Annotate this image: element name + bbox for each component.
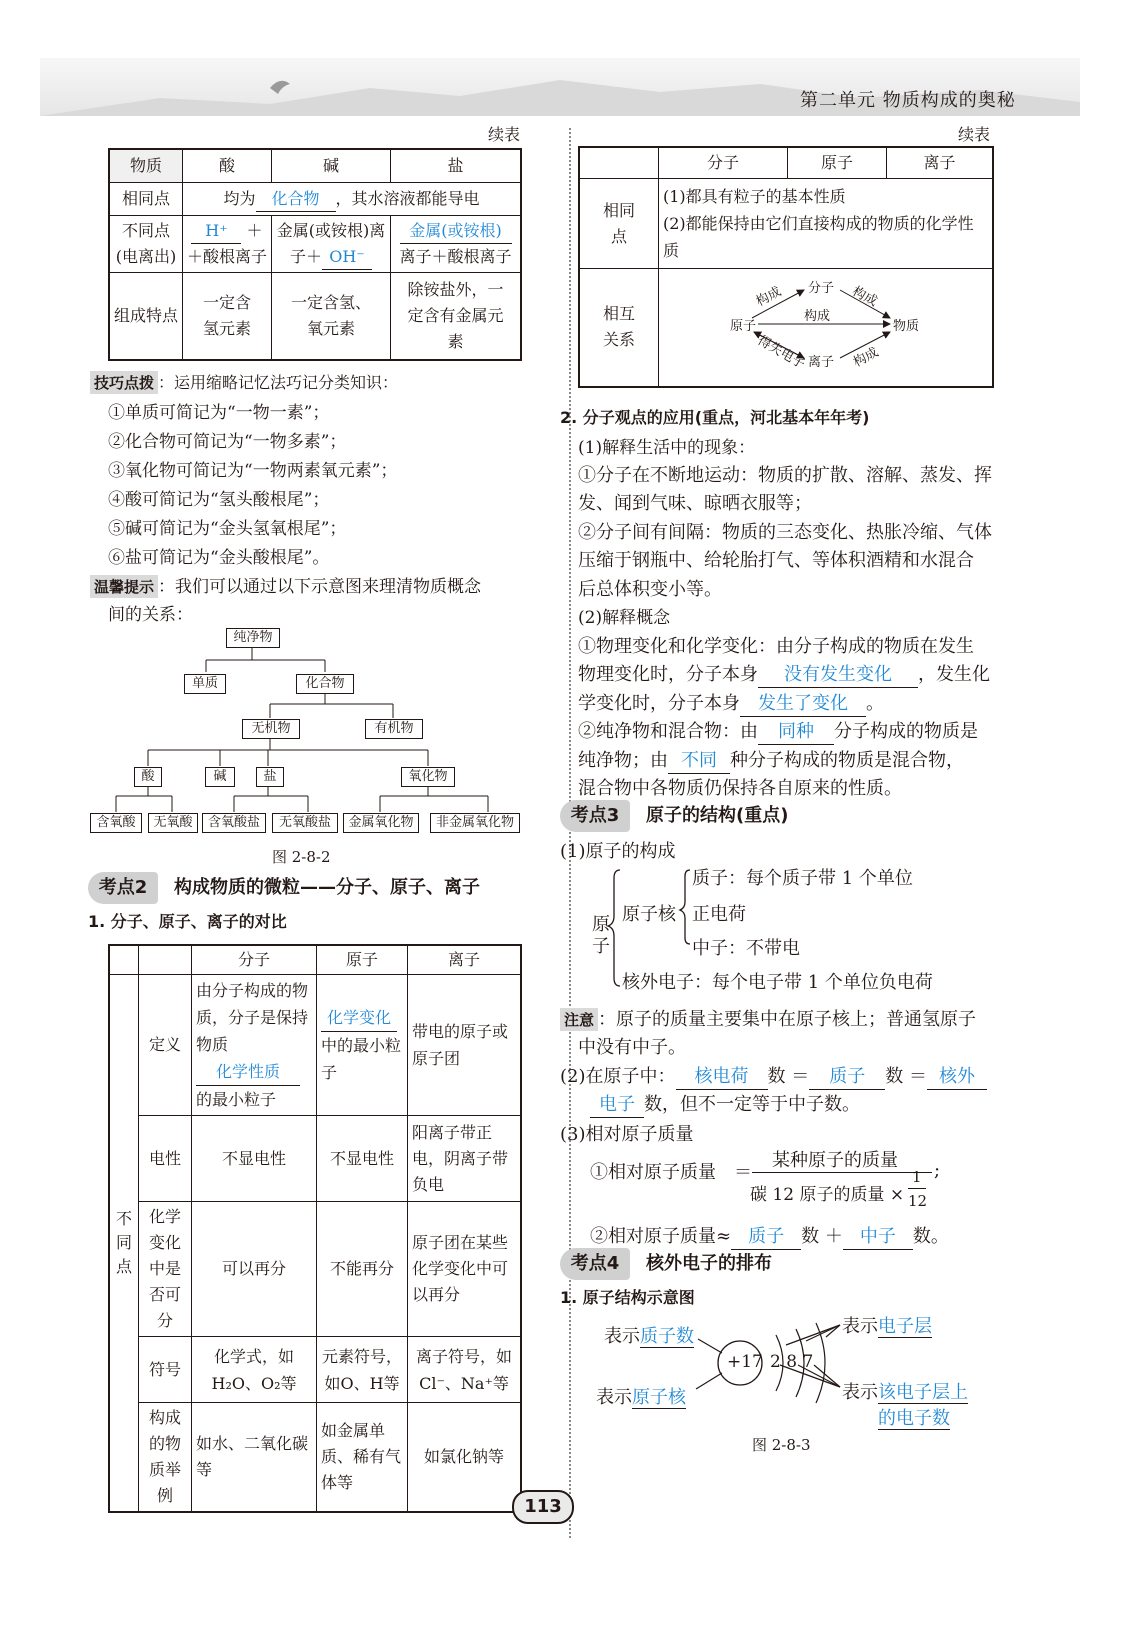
answer-blank: 化合物 <box>256 187 336 212</box>
continued-label-left: 续表 <box>488 125 521 144</box>
mol-cell: 可以再分 <box>192 1202 317 1337</box>
row-label: 相同点 <box>109 183 183 216</box>
acid-ion-cell: H⁺ ＋ ＋酸根离子 <box>183 216 272 273</box>
corner-cell <box>139 945 192 975</box>
row-label: 化学变化中是否可分 <box>139 1202 192 1337</box>
header-cell: 离子 <box>408 945 522 975</box>
acid-base-salt-table <box>108 148 522 361</box>
text-line: 物理变化时，分子本身 没有发生变化 ，发生化 <box>578 660 990 688</box>
classification-tree-lines <box>88 620 528 840</box>
text-line: (1)解释生活中的现象： <box>578 438 756 458</box>
salt-comp: 除铵盐外，一定含有金属元素 <box>391 273 522 361</box>
diagram-form-label: 构成 <box>851 345 882 371</box>
tree-node-metaloxide: 金属氧化物 <box>343 813 419 833</box>
fraction-bar <box>752 1172 932 1173</box>
label-nucleus: 表示原子核 <box>596 1387 686 1408</box>
header-cell: 碱 <box>272 149 391 183</box>
kaodian-title: 原子的结构(重点) <box>646 805 789 826</box>
answer-blank: 质子 <box>731 1225 801 1250</box>
atom-label: 原子 <box>592 914 610 957</box>
diagram-ion: 离子 <box>808 355 835 370</box>
warm-tip-line: 温馨提示 ：我们可以通过以下示意图来理清物质概念 <box>90 572 481 598</box>
text-line: 中没有中子。 <box>578 1037 686 1058</box>
tree-node-oxyacid: 含氧酸 <box>90 813 142 833</box>
frac-den: 12 <box>908 1192 928 1210</box>
row-label: 不同点(电离出) <box>109 216 183 273</box>
tip-item: ③氧化物可简记为“一物两素氧元素”； <box>108 461 398 481</box>
header-cell: 原子 <box>317 945 408 975</box>
tree-node-pure: 纯净物 <box>226 628 280 648</box>
formula-numerator: 某种原子的质量 <box>772 1150 898 1171</box>
tree-node-nonmetaloxide: 非金属氧化物 <box>430 813 520 833</box>
corner-cell <box>109 945 139 975</box>
tip-item: ⑤碱可简记为“金头氢氧根尾”； <box>108 519 347 539</box>
frac-num: 1 <box>912 1168 922 1186</box>
mol-cell: 不显电性 <box>192 1116 317 1202</box>
formula-denominator: 碳 12 原子的质量 × <box>750 1185 905 1205</box>
kaodian3-heading <box>560 800 1000 832</box>
section-heading: 1. 分子、原子、离子的对比 <box>88 912 287 931</box>
nucleus-charge: +17 <box>727 1352 763 1372</box>
tips-line: 技巧点拨 ：运用缩略记忆法巧记分类知识： <box>90 370 398 394</box>
kaodian-badge: 考点2 <box>88 872 158 904</box>
atom-cell: 如金属单质、稀有气体等 <box>317 1403 408 1513</box>
text-line: ①分子在不断地运动：物质的扩散、溶解、蒸发、挥 <box>578 465 992 486</box>
text-line: ②分子间有间隔：物质的三态变化、热胀冷缩、气体 <box>578 522 992 543</box>
row-label: 定义 <box>139 975 192 1116</box>
diagram-form-label: 构成 <box>849 284 880 310</box>
row-label: 组成特点 <box>109 273 183 361</box>
text-line: 后总体积变小等。 <box>578 579 722 600</box>
header-cell: 盐 <box>391 149 522 183</box>
row-label: 相同点 <box>579 179 659 269</box>
tip-item: ②化合物可简记为“一物多素”； <box>108 432 347 452</box>
text-line: ①物理变化和化学变化：由分子构成的物质在发生 <box>578 636 974 657</box>
text-line: (2)解释概念 <box>578 608 671 628</box>
tip-item: ①单质可简记为“一物一素”； <box>108 403 330 423</box>
electron-text: 核外电子：每个电子带 1 个单位负电荷 <box>622 972 933 993</box>
acid-comp: 一定含氢元素 <box>183 273 272 361</box>
unit-title: 第二单元 物质构成的奥秘 <box>800 90 1016 111</box>
proton-text: 质子：每个质子带 1 个单位 <box>692 868 913 889</box>
label-shell-electrons-2: 的电子数 <box>878 1408 950 1429</box>
row-label: 符号 <box>139 1337 192 1403</box>
same-cell: 均为 化合物 ，其水溶液都能导电 <box>183 183 522 216</box>
tip-item: ④酸可简记为“氢头酸根尾”； <box>108 490 330 510</box>
text-line: 压缩于钢瓶中、给轮胎打气、等体积酒精和水混合 <box>578 550 974 571</box>
header-cell: 分子 <box>192 945 317 975</box>
page-number: 113 <box>512 1490 574 1524</box>
text-line: ②相对原子质量≈ 质子 数 ＋ 中子 数。 <box>590 1222 949 1250</box>
label-shell: 表示电子层 <box>842 1316 932 1337</box>
tip-item: ⑥盐可简记为“金头酸根尾”。 <box>108 548 330 568</box>
text-line: ②纯净物和混合物：由 同种 分子构成的物质是 <box>578 717 978 745</box>
diagram-substance: 物质 <box>893 319 920 334</box>
answer-blank: 核电荷 <box>676 1065 768 1090</box>
atom-cell: 不能再分 <box>317 1202 408 1337</box>
row-label: 电性 <box>139 1116 192 1202</box>
column-divider <box>569 128 571 1538</box>
kaodian-title: 构成物质的微粒——分子、原子、离子 <box>174 877 480 898</box>
header-cell: 离子 <box>887 147 994 179</box>
kaodian2-heading <box>88 872 528 904</box>
atom-def: 化学变化中的最小粒子 <box>317 975 408 1116</box>
tree-node-element: 单质 <box>184 674 226 694</box>
electron-config: 2 8 7 <box>770 1352 814 1372</box>
section-heading: 2. 分子观点的应用(重点，河北基本年年考) <box>560 408 870 427</box>
formula-label: ①相对原子质量 <box>590 1162 716 1183</box>
answer-blank: 中子 <box>843 1225 913 1250</box>
atom-cell: 元素符号，如O、H等 <box>317 1337 408 1403</box>
answer-blank: 质子 <box>809 1065 885 1090</box>
mol-def: 由分子构成的物质，分子是保持物质化学性质的最小粒子 <box>192 975 317 1116</box>
tree-node-acid: 酸 <box>134 767 162 787</box>
mol-cell: 如水、二氧化碳等 <box>192 1403 317 1513</box>
answer-blank: 化学变化 <box>321 1004 397 1032</box>
diagram-gain-lose: 得失电子 <box>754 333 808 373</box>
continued-label-right: 续表 <box>958 125 991 144</box>
same-cell: (1)都具有粒子的基本性质 (2)都能保持由它们直接构成的物质的化学性质 <box>659 179 994 269</box>
ion-cell: 原子团在某些化学变化中可以再分 <box>408 1202 522 1337</box>
answer-blank: 不同 <box>668 749 730 774</box>
text-line: (1)原子的构成 <box>560 841 676 862</box>
figure-caption: 图 2-8-2 <box>272 848 331 866</box>
section-heading: 1. 原子结构示意图 <box>560 1288 695 1307</box>
diagram-form-label: 构成 <box>804 309 831 324</box>
text-line: 学变化时，分子本身 发生了变化 。 <box>578 689 884 717</box>
side-label: 不同点 <box>109 975 139 1513</box>
tree-node-nonoxyacid: 无氧酸 <box>148 813 198 833</box>
label-shell-electrons: 表示该电子层上 <box>842 1382 968 1403</box>
diagram-form-label: 构成 <box>753 284 784 310</box>
label-protons: 表示质子数 <box>604 1326 694 1347</box>
neutron-text: 中子：不带电 <box>692 938 800 959</box>
base-ion-cell: 金属(或铵根)离子＋ OH⁻ <box>272 216 391 273</box>
tree-node-salt: 盐 <box>256 767 284 787</box>
answer-blank: 同种 <box>758 720 834 745</box>
answer-blank: 没有发生变化 <box>758 663 918 688</box>
row-label: 构成的物质举例 <box>139 1403 192 1513</box>
tree-node-organic: 有机物 <box>365 719 423 739</box>
text-line: 电子 数，但不一定等于中子数。 <box>590 1090 860 1118</box>
diagram-molecule: 分子 <box>808 281 835 296</box>
kaodian-badge: 考点4 <box>560 1248 630 1280</box>
text-line: 发、闻到气味、晾晒衣服等； <box>578 493 812 514</box>
answer-blank: 发生了变化 <box>740 692 866 717</box>
relation-diagram <box>700 270 960 378</box>
tree-node-compound: 化合物 <box>296 674 354 694</box>
ion-cell: 阳离子带正电，阴离子带负电 <box>408 1116 522 1202</box>
mol-cell: 化学式，如H₂O、O₂等 <box>192 1337 317 1403</box>
diagram-atom: 原子 <box>730 319 757 334</box>
header-cell: 物质 <box>109 149 183 183</box>
ion-def: 带电的原子或原子团 <box>408 975 522 1116</box>
kaodian-badge: 考点3 <box>560 800 630 832</box>
tree-node-oxide: 氧化物 <box>401 767 455 787</box>
header-cell: 分子 <box>659 147 788 179</box>
ion-cell: 离子符号，如Cl⁻、Na⁺等 <box>408 1337 522 1403</box>
answer-blank: H⁺ <box>191 219 241 244</box>
tree-node-inorganic: 无机物 <box>242 719 300 739</box>
positive-text: 正电荷 <box>692 904 746 925</box>
text-line: (2)在原子中： 核电荷 数 ＝ 质子 数 ＝ 核外 <box>560 1062 987 1090</box>
answer-blank: OH⁻ <box>322 245 372 270</box>
row-label: 相互关系 <box>579 269 659 387</box>
tree-node-oxysalt: 含氧酸盐 <box>202 813 266 833</box>
text-line: (3)相对原子质量 <box>560 1124 694 1145</box>
tips-tag: 技巧点拨 <box>90 371 158 394</box>
header-cell: 原子 <box>788 147 887 179</box>
atom-cell: 不显电性 <box>317 1116 408 1202</box>
answer-blank: 核外 <box>927 1065 987 1090</box>
answer-blank: 金属(或铵根) <box>400 219 512 244</box>
compare-table <box>108 944 522 1513</box>
warm-tip-line2: 间的关系： <box>108 605 193 625</box>
corner-cell <box>579 147 659 179</box>
base-comp: 一定含氢、氧元素 <box>272 273 391 361</box>
header-cell: 酸 <box>183 149 272 183</box>
figure-caption: 图 2-8-3 <box>752 1436 811 1454</box>
text-line: 纯净物；由 不同 种分子构成的物质是混合物， <box>578 746 964 774</box>
tree-node-nonoxysalt: 无氧酸盐 <box>272 813 338 833</box>
note-line: 注意 ：原子的质量主要集中在原子核上；普通氢原子 <box>560 1005 976 1031</box>
answer-blank: 电子 <box>590 1093 644 1118</box>
text-line: 混合物中各物质仍保持各自原来的性质。 <box>578 778 902 799</box>
salt-ion-cell: 金属(或铵根) 离子＋酸根离子 <box>391 216 522 273</box>
ion-cell: 如氯化钠等 <box>408 1403 522 1513</box>
kaodian4-heading <box>560 1248 1000 1280</box>
kaodian-title: 核外电子的排布 <box>646 1253 772 1274</box>
warm-tag: 温馨提示 <box>90 575 158 598</box>
tree-node-base: 碱 <box>205 767 235 787</box>
answer-blank: 化学性质 <box>196 1058 300 1086</box>
note-tag: 注意 <box>560 1008 598 1031</box>
nucleus-label: 原子核 <box>622 904 676 925</box>
